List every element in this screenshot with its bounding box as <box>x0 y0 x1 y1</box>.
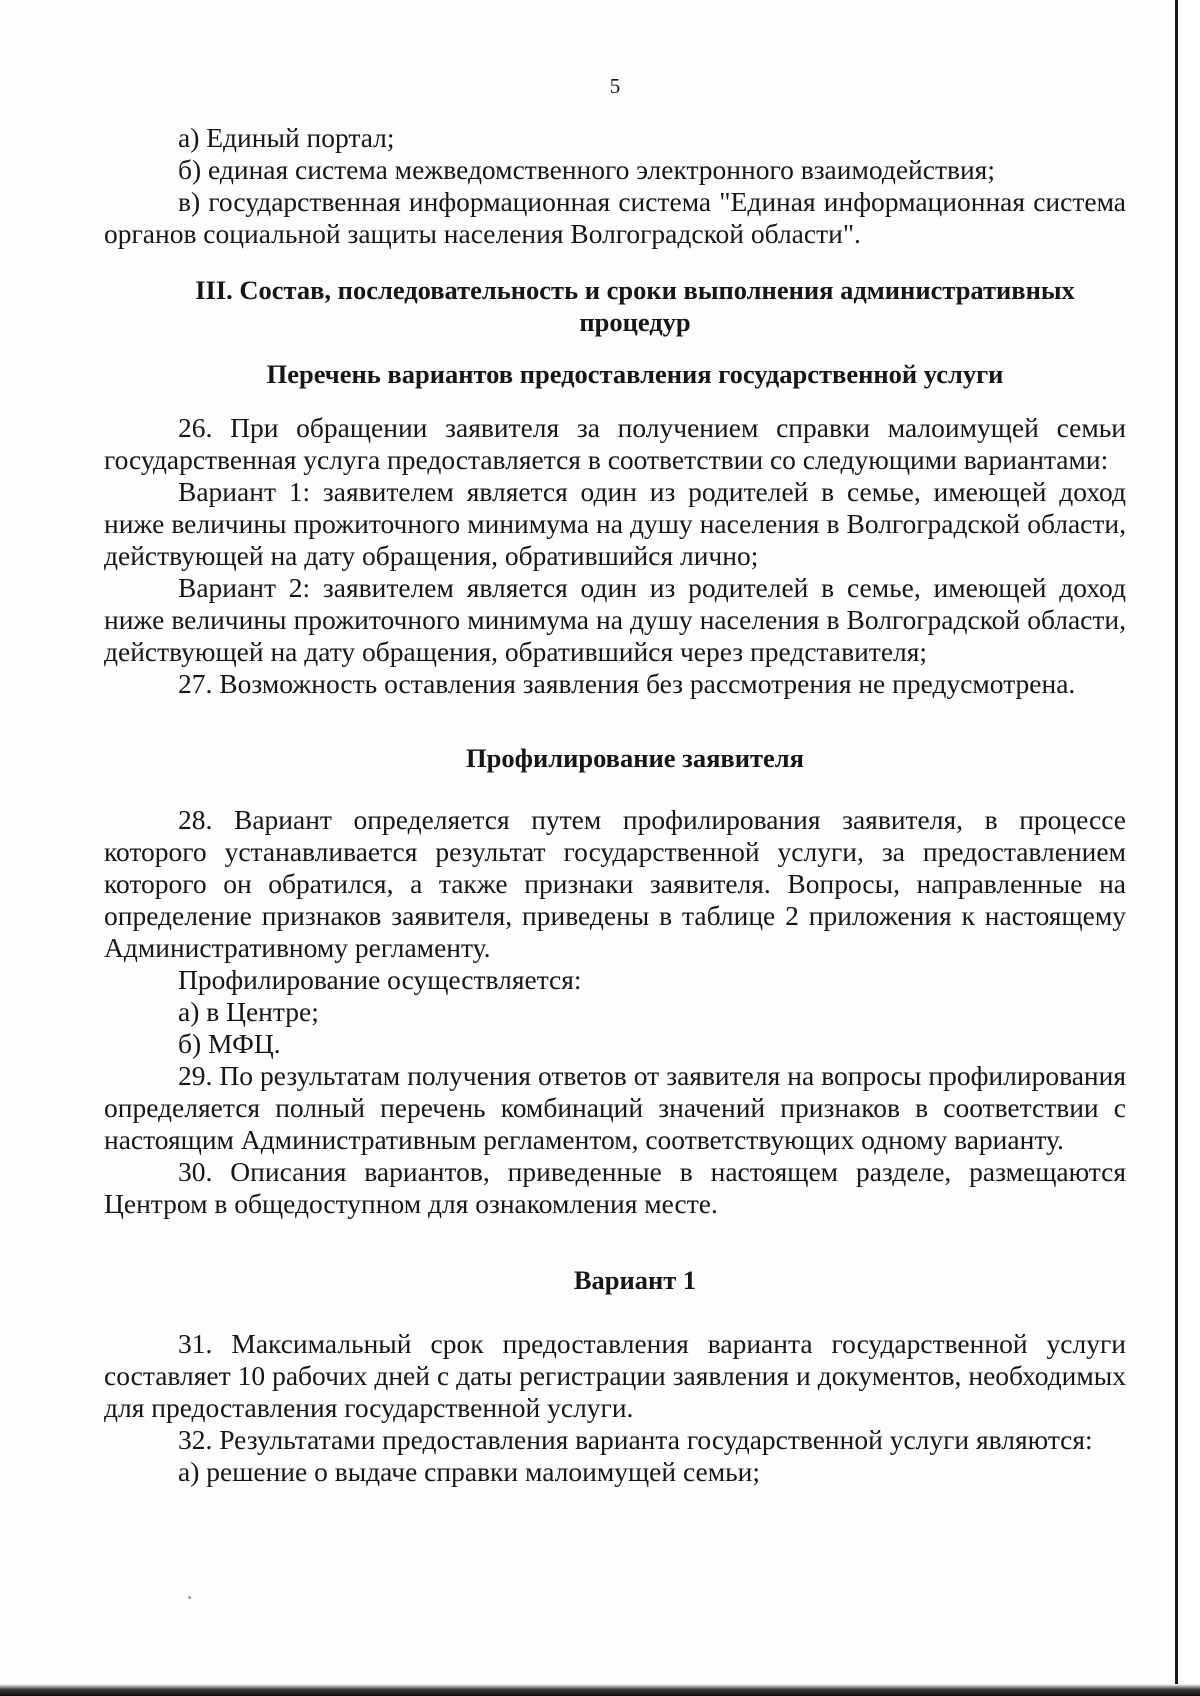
section-heading: III. Состав, последовательность и сроки выполнения административных процедур <box>195 275 1075 337</box>
subheading-variants-list: Перечень вариантов предоставления государственной услуги <box>266 359 1004 389</box>
paragraph-26: 26. При обращении заявителя за получением справки малоимущей семьи государственная услуга предоставляется в соответствии со следующими вариантами: <box>104 412 1126 475</box>
paragraph-30: 30. Описания вариантов, приведенные в настоящем разделе, размещаются Центром в общедоступном для ознакомления месте. <box>104 1156 1126 1219</box>
list-item: а) Единый портал; <box>178 122 395 153</box>
scan-speck <box>188 1596 191 1599</box>
paragraph-27: 27. Возможность оставления заявления без рассмотрения не предусмотрена. <box>178 668 1076 699</box>
subheading-variant-1: Вариант 1 <box>573 1265 697 1295</box>
paragraph-29: 29. По результатам получения ответов от заявителя на вопросы профилирования определяется полный перечень комбинаций значений признаков в соответствии с настоящим Административным регламентом, соответствующих одному варианту. <box>104 1060 1126 1155</box>
paragraph-variant-2: Вариант 2: заявителем является один из родителей в семье, имеющей доход ниже величины прожиточного минимума на душу населения в Волгоградской области, действующей на дату обращения, обратившийся через представителя; <box>104 572 1126 667</box>
page-number: 5 <box>609 74 621 98</box>
list-item: б) МФЦ. <box>178 1028 281 1059</box>
paragraph-31: 31. Максимальный срок предоставления варианта государственной услуги составляет 10 рабочих дней с даты регистрации заявления и документов, необходимых для предоставления государственной услуги. <box>104 1328 1126 1423</box>
paragraph-profiling-intro: Профилирование осуществляется: <box>178 964 582 995</box>
list-item: б) единая система межведомственного электронного взаимодействия; <box>178 154 995 185</box>
document-body <box>104 122 1126 1488</box>
list-item: а) решение о выдаче справки малоимущей семьи; <box>178 1456 761 1487</box>
scan-edge-bottom <box>0 1684 1200 1696</box>
paragraph-variant-1: Вариант 1: заявителем является один из родителей в семье, имеющей доход ниже величины прожиточного минимума на душу населения в Волгоградской области, действующей на дату обращения, обратившийся лично; <box>104 476 1126 571</box>
list-item: а) в Центре; <box>178 996 319 1027</box>
scan-margin-right <box>1178 0 1200 1696</box>
list-item: в) государственная информационная система "Единая информационная система органов социальной защиты населения Волгоградской области". <box>104 186 1126 249</box>
paragraph-32: 32. Результатами предоставления варианта государственной услуги являются: <box>178 1424 1093 1455</box>
scan-edge-line <box>1175 0 1178 1696</box>
paragraph-28: 28. Вариант определяется путем профилирования заявителя, в процессе которого устанавливается результат государственной услуги, за предоставлением которого он обратился, а также признаки заявителя. Вопросы, направленные на определение признаков заявителя, приведены в таблице 2 приложения к настоящему Административному регламенту. <box>104 804 1126 963</box>
subheading-profiling: Профилирование заявителя <box>466 743 804 773</box>
